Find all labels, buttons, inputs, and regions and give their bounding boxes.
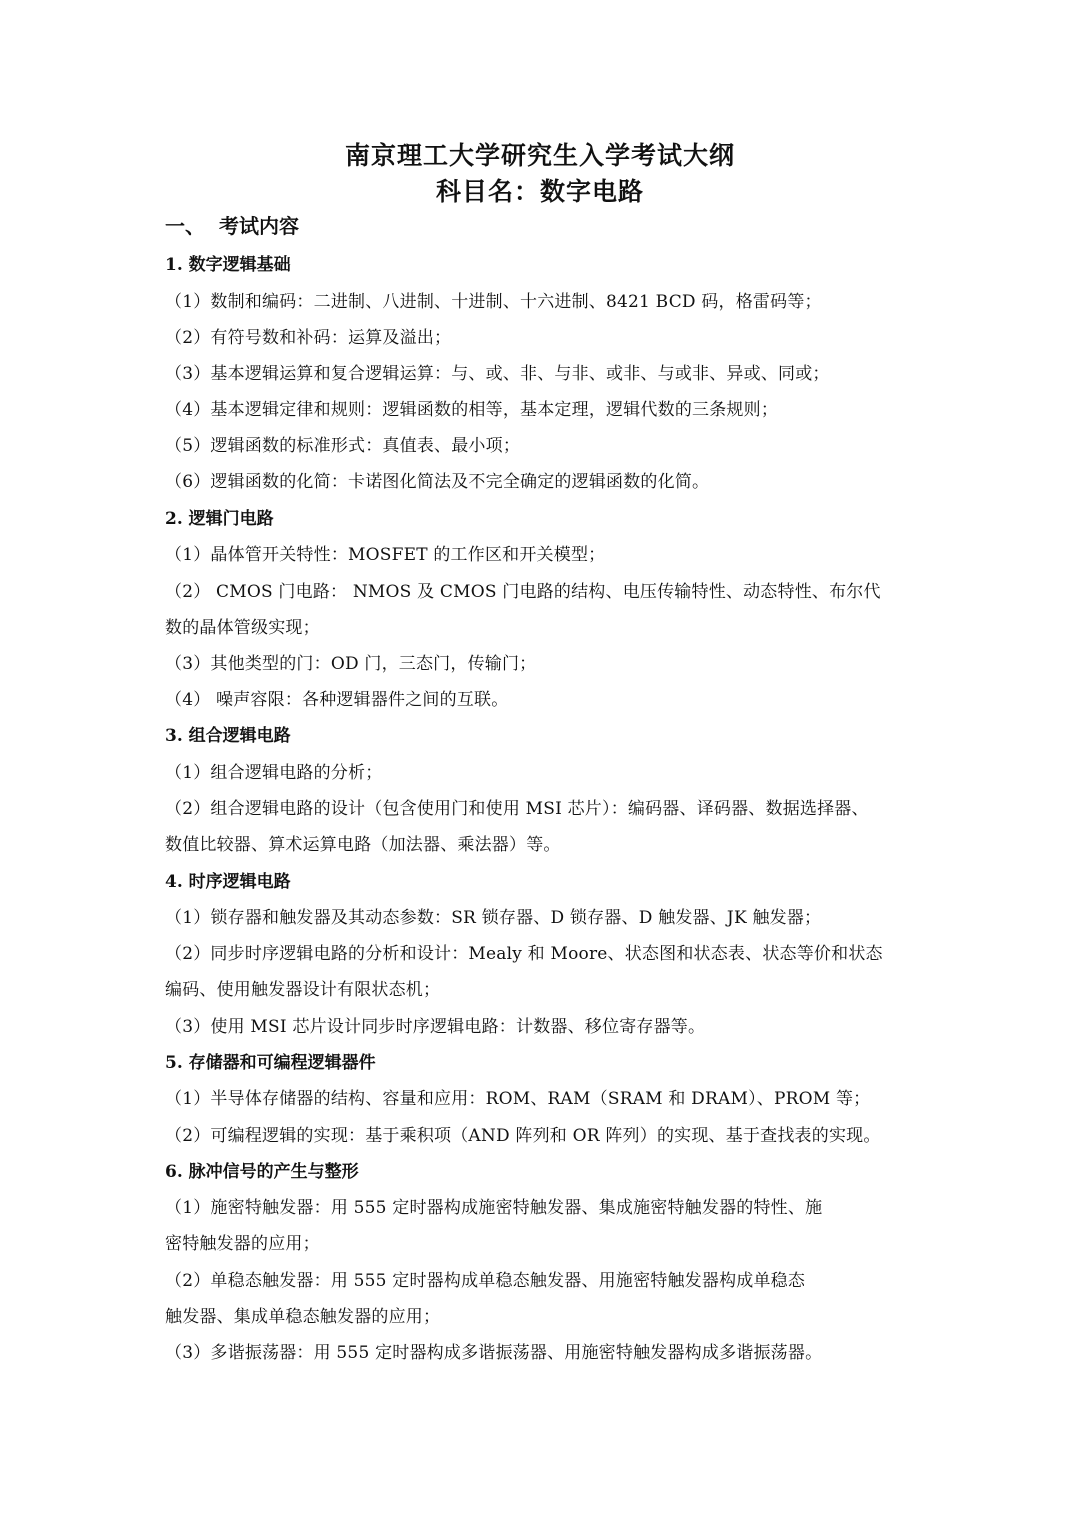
content-line: （2）组合逻辑电路的设计（包含使用门和使用 MSI 芯片）：编码器、译码器、数据选择器、 — [165, 799, 869, 819]
chapter-heading: 6. 脉冲信号的产生与整形 — [165, 1162, 359, 1182]
section-title: 考试内容 — [219, 214, 299, 238]
content-line: （3）多谐振荡器：用 555 定时器构成多谐振荡器、用施密特触发器构成多谐振荡器。 — [165, 1343, 823, 1363]
content-line: （1）锁存器和触发器及其动态参数：SR 锁存器、D 锁存器、D 触发器、JK 触发器； — [165, 908, 822, 928]
section-heading — [165, 210, 299, 239]
content-line: （3）基本逻辑运算和复合逻辑运算：与、或、非、与非、或非、与或非、异或、同或； — [165, 364, 830, 384]
content-line: （2）可编程逻辑的实现：基于乘积项（AND 阵列和 OR 阵列）的实现、基于查找表的实现。 — [165, 1126, 881, 1146]
document-title: 南京理工大学研究生入学考试大纲 — [344, 141, 735, 170]
content-line: （6）逻辑函数的化简：卡诺图化简法及不完全确定的逻辑函数的化简。 — [165, 472, 710, 492]
chapter-heading: 5. 存储器和可编程逻辑器件 — [165, 1053, 376, 1073]
content-line: 数值比较器、算术运算电路（加法器、乘法器）等。 — [165, 835, 561, 855]
content-line: （2）单稳态触发器：用 555 定时器构成单稳态触发器、用施密特触发器构成单稳态 — [165, 1271, 806, 1291]
content-line: （3）其他类型的门：OD 门，三态门，传输门； — [165, 654, 537, 674]
chapter-heading: 1. 数字逻辑基础 — [165, 255, 291, 275]
chapter-heading: 4. 时序逻辑电路 — [165, 872, 291, 892]
content-line: （1）晶体管开关特性：MOSFET 的工作区和开关模型； — [165, 545, 606, 565]
content-line: （1）施密特触发器：用 555 定时器构成施密特触发器、集成施密特触发器的特性、施 — [165, 1198, 823, 1218]
content-line: （3）使用 MSI 芯片设计同步时序逻辑电路：计数器、移位寄存器等。 — [165, 1017, 706, 1037]
content-line: （2）同步时序逻辑电路的分析和设计：Mealy 和 Moore、状态图和状态表、状态等价和状态 — [165, 944, 883, 964]
content-line: 编码、使用触发器设计有限状态机； — [165, 980, 441, 1000]
section-number: 一、 — [165, 214, 205, 238]
content-line: 触发器、集成单稳态触发器的应用； — [165, 1307, 441, 1327]
content-line: （4）基本逻辑定律和规则：逻辑函数的相等，基本定理，逻辑代数的三条规则； — [165, 400, 779, 420]
document-subtitle: 科目名：数字电路 — [435, 177, 644, 206]
chapter-heading: 3. 组合逻辑电路 — [165, 726, 291, 746]
content-line: （1）半导体存储器的结构、容量和应用：ROM、RAM（SRAM 和 DRAM）、PROM 等； — [165, 1089, 871, 1109]
content-line: （5）逻辑函数的标准形式：真值表、最小项； — [165, 436, 521, 456]
content-line: （2）有符号数和补码：运算及溢出； — [165, 328, 452, 348]
content-line: （2） CMOS 门电路： NMOS 及 CMOS 门电路的结构、电压传输特性、动态特性、布尔代 — [165, 582, 881, 602]
content-line: （1）组合逻辑电路的分析； — [165, 763, 383, 783]
content-line: 密特触发器的应用； — [165, 1234, 320, 1254]
content-line: （4） 噪声容限：各种逻辑器件之间的互联。 — [165, 690, 509, 710]
content-line: （1）数制和编码：二进制、八进制、十进制、十六进制、8421 BCD 码，格雷码等； — [165, 292, 822, 312]
chapter-heading: 2. 逻辑门电路 — [165, 509, 274, 529]
content-line: 数的晶体管级实现； — [165, 618, 320, 638]
